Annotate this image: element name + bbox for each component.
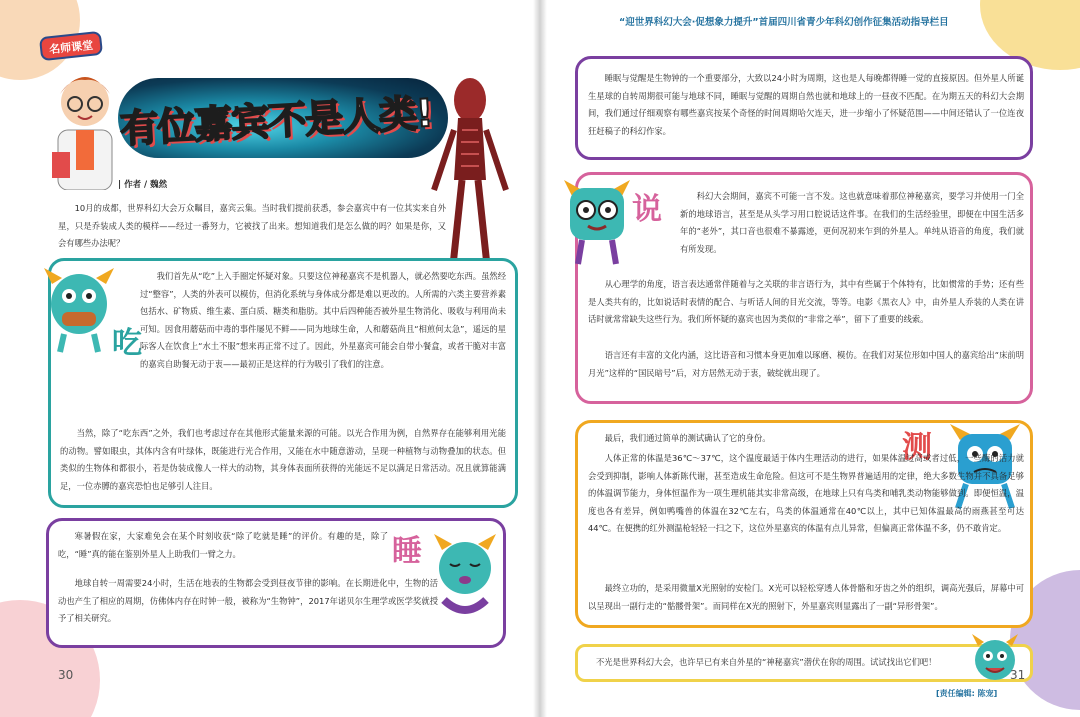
editor-credit: [责任编辑: 陈宠] — [936, 689, 998, 698]
section-sleep-p2: 地球自转一周需要24小时，生活在地表的生物都会受到昼夜节律的影响。在长期进化中，生物的活动也产生了相应的周期，仿佛体内存在时钟一般，被称为“生物钟”，2017年诺贝尔生理学或医学奖就授予了相关研究。 — [58, 578, 438, 623]
section-eat-char: 吃 — [112, 326, 142, 361]
monster-sleep-illustration — [430, 530, 500, 620]
author-line: | 作者 / 魏然 — [118, 180, 168, 190]
section-test-char: 测 — [902, 430, 932, 465]
column-logo-text: 名师课堂 — [48, 38, 94, 57]
section-talk-p3: 语言还有丰富的文化内涵，这比语音和习惯本身更加难以琢磨、模仿。在我们对某位形如中国人的嘉宾给出“床前明月光”这样的“国民暗号”后，对方居然无动于衷，破绽就出现了。 — [588, 350, 1024, 378]
article-title: 有位嘉宾不是人类! — [119, 90, 434, 152]
section-sleep-char: 睡 — [392, 534, 422, 569]
footer-note-text: 不光是世界科幻大会，也许早已有来自外星的“神秘嘉宾”潜伏在你的周围。试试找出它们吧！ — [596, 657, 937, 667]
section-eat-p2: 当然，除了“吃东西”之外，我们也考虑过存在其他形式能量来源的可能。以光合作用为例，自然界存在能够利用光能的动物。譬如眼虫，其体内含有叶绿体，既能进行光合作用，又能在水中随意游动，呈现一种植物与动物叠加的状态。但类似的生物体和都很小，若是伪装成像人一样大的动物，其身体表面所获得的光能远不足以满足日常活动。况且就算能满足，一位赤膊的嘉宾恐怕也足够引人注目。 — [60, 428, 506, 491]
column-logo — [39, 31, 103, 61]
section-sleep-p1: 寒暑假在家，大家难免会在某个时刻收获“除了吃就是睡”的评价。有趣的是，除了吃，“睡”真的能在鉴别外星人上助我们一臂之力。 — [58, 531, 388, 559]
right-page — [540, 0, 1080, 717]
page-gutter — [533, 0, 547, 717]
section-test-p1: 最后，我们通过简单的测试确认了它的身份。 — [604, 433, 771, 443]
section-talk-p2: 从心理学的角度，语言表达通常伴随着与之关联的非言语行为，其中有些属于个体特有，比如惯常的手势；还有些是人类共有的，比如说话时表情的配合、与听话人间的目光交流，等等。电影《黑衣人》中，由外星人乔装的人类在讲话时就常常缺失这些行为。我们所怀疑的嘉宾也因为类似的“非常之举”，留下了重要的线索。 — [588, 279, 1024, 324]
section-sleep-cont-text: 睡眠与觉醒是生物钟的一个重要部分，大致以24小时为周期，这也是人每晚都得睡一觉的直接原因。但外星人所诞生星球的自转周期很可能与地球不同，睡眠与觉醒的周期自然也就和地球上的一昼夜不匹配。在为期五天的科幻大会期间，我们通过仔细观察有哪些嘉宾按某个奇怪的时间周期哈欠连天，进一步缩小了怀疑范围——中间还错认了一位连夜狂赶稿子的科幻作家。 — [588, 73, 1024, 136]
series-header: “迎世界科幻大会·促想象力提升”首届四川省青少年科幻创作征集活动指导栏目 — [619, 17, 949, 28]
scientist-illustration — [50, 60, 120, 190]
intro-paragraph: 10月的成都，世界科幻大会万众瞩目，嘉宾云集。当时我们提前获悉，参会嘉宾中有一位其实来自外星，只是乔装成人类的模样——经过一番努力，它被找了出来。想知道我们是怎么做的吗？如果是你，又会有哪些办法呢？ — [58, 203, 446, 248]
section-test-p3: 最终立功的，是采用微量X光照射的安检门。X光可以轻松穿透人体骨骼和牙齿之外的组织，调高光强后，屏幕中可以呈现出一副行走的“骷髅骨架”。而同样在X光的照射下，外星嘉宾则显露出了一副“异形骨架”。 — [588, 583, 1024, 611]
section-talk-char: 说 — [632, 192, 662, 227]
page-number-left: 30 — [58, 668, 74, 682]
section-talk-p1: 科幻大会期间，嘉宾不可能一言不发。这也就意味着那位神秘嘉宾，要学习并使用一门全新的地球语言，甚至是从头学习用口腔说话这件事。在我们的生活经验里，即便在中国生活多年的“老外”，其口音也很难不暴露迹，更何况初来乍到的外星人。单纯从语音的角度，我们就有所发现。 — [680, 191, 1024, 254]
section-eat-p1: 我们首先从“吃”上入手圈定怀疑对象。只要这位神秘嘉宾不是机器人，就必然要吃东西。虽然经过“整容”，人类的外表可以模仿，但消化系统与身体成分都是难以更改的。人所需的六类主要营养素包括水、矿物质、维生素、蛋白质、糖类和脂肪。其中后四种能否被外星生物消化、吸收与利用尚未可知。因食用蘑菇而中毒的事件屡见不鲜——同为地球生命，人和蘑菇尚且“相煎何太急”，遥远的星际客人在饮食上“水土不服”想来再正常不过了。因此，外星嘉宾可能会自带小餐盒，或者干脆对丰富的嘉宾自助餐无动于衷——最初正是这样的行为吸引了我们的注意。 — [140, 271, 506, 369]
page-number-right: 31 — [1010, 668, 1026, 682]
section-test-p2: 人体正常的体温是36℃～37℃，这个温度最适于体内生理活动的进行，如果体温过高或者过低，一些酶的活力就会受到抑制，影响人体新陈代谢，甚至造成生命危险。但这可不是生物界普遍适用的定律，绝大多数生物并不具备足够的体温调节能力，身体恒温作为一项生理机能其实非常高级，在地球上只有鸟类和哺乳类动物能够做到。即便恒温，温度也各有差异，例如鸭嘴兽的体温在32℃左右，鸟类的体温通常在40℃以上，其中已知体温最高的雨燕甚至可达44℃。在便携的红外测温枪轻轻一扫之下，这位外星嘉宾的体温有点儿异常，但偏离正常体温不多，仍不敢肯定。 — [588, 453, 1024, 533]
